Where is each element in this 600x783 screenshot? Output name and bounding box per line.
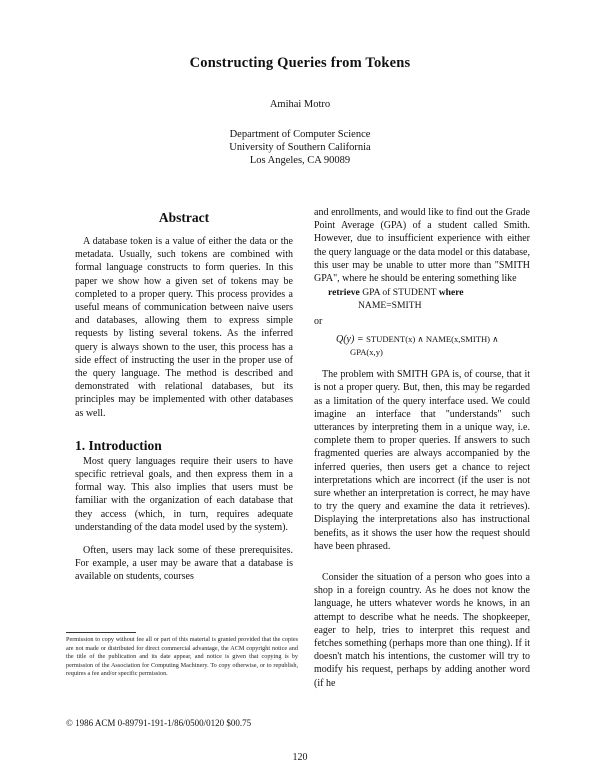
right-paragraph-2: The problem with SMITH GPA is, of course, that it is not a proper query. But, then, this may be regarded as a limitation of the query interface used. We could imagine an interface that "understands" such utterances by interpreting them in a unique way, i.e. complete them to proper queries. If answers to such fragmented queries are always accompanied by the inferred queries, then users get a chance to reject interpretations which are incorrect (if the user is not sure whether an interpretation is correct, he may have to try the query and examine the data it retrieves). Displaying the interpretations also has instructional benefits, as it shows the user how the request should have been phrased. bbox=[314, 369, 530, 552]
permission-footnote: Permission to copy without fee all or part of this material is granted provided that the copies are not made or distributed for direct commercial advantage, the ACM copyright notice and the title of the publication and its date appear, and notice is given that copying is by permission of the Association for Computing Machinery. To copy otherwise, or to republish, requires a fee and/or specific permission. bbox=[66, 636, 298, 678]
author-name: Amihai Motro bbox=[269, 99, 331, 110]
intro-paragraph-1: Most query languages require their users to have specific retrieval goals, and then express them in a formal way. This also implies that users must be familiar with the organization of each database that they access (which, in turn, requires adequate understanding of the data model used by the system). bbox=[75, 455, 293, 533]
affiliation-department: Department of Computer Science bbox=[229, 129, 371, 140]
code-keyword-where: where bbox=[438, 287, 464, 299]
left-column bbox=[75, 206, 293, 584]
or-text: or bbox=[314, 316, 323, 328]
affiliation-university: University of Southern California bbox=[229, 142, 371, 153]
abstract-text: A database token is a value of either the data or the metadata. Usually, such tokens are combined with formal language constructs to form queries. In this paper we show how a given set of tokens may be completed to a proper query. This process provides a useful means of communication between naive users and databases, allowing them to express simple requests by listing several tokens. As the inferred query is always shown to the user, this process has a side effect of instructing the user in the proper use of the query language. The method is described and demonstrated with relational databases, but its principles may be implemented with other databases as well. bbox=[75, 236, 293, 419]
right-paragraph-3: Consider the situation of a person who goes into a shop in a foreign country. As he does not know the language, he utters whatever words he knows, in an attempt to describe what he needs. The shopkeeper, eager to help, tries to interpret this request and fetches something (perhaps more than one thing). If it doesn't match his intentions, the customer will try to modify his request, perhaps by adding another word (if he bbox=[314, 572, 530, 689]
code-condition: NAME=SMITH bbox=[358, 300, 422, 312]
introduction-heading: 1. Introduction bbox=[75, 437, 162, 453]
footnote-rule bbox=[66, 632, 136, 633]
abstract-heading: Abstract bbox=[158, 210, 210, 225]
formula-rhs: STUDENT(x) ∧ NAME(x,SMITH) ∧ bbox=[366, 334, 499, 345]
copyright-line: © 1986 ACM 0-89791-191-1/86/0500/0120 $00.75 bbox=[66, 718, 252, 728]
query-example bbox=[328, 286, 530, 312]
page-number: 120 bbox=[292, 752, 308, 763]
formula-lhs: Q(y) = bbox=[336, 334, 367, 346]
right-column bbox=[314, 206, 530, 690]
paper-title: Constructing Queries from Tokens bbox=[189, 55, 411, 71]
code-keyword-retrieve: retrieve bbox=[328, 287, 360, 299]
formula-line-2: GPA(x,y) bbox=[350, 347, 383, 358]
calculus-formula bbox=[336, 333, 530, 346]
author-affiliation bbox=[0, 128, 600, 167]
intro-paragraph-2: Often, users may lack some of these prerequisites. For example, a user may be aware that a database is available on students, courses bbox=[75, 545, 293, 583]
affiliation-address: Los Angeles, CA 90089 bbox=[249, 155, 351, 166]
right-paragraph-1: and enrollments, and would like to find out the Grade Point Average (GPA) of a student called Smith. However, due to insufficient experience with either the query language or the data model or this database, this user may be unable to utter more than "SMITH GPA", where he should be entering something like bbox=[314, 207, 530, 285]
code-target: GPA of STUDENT bbox=[362, 287, 437, 299]
